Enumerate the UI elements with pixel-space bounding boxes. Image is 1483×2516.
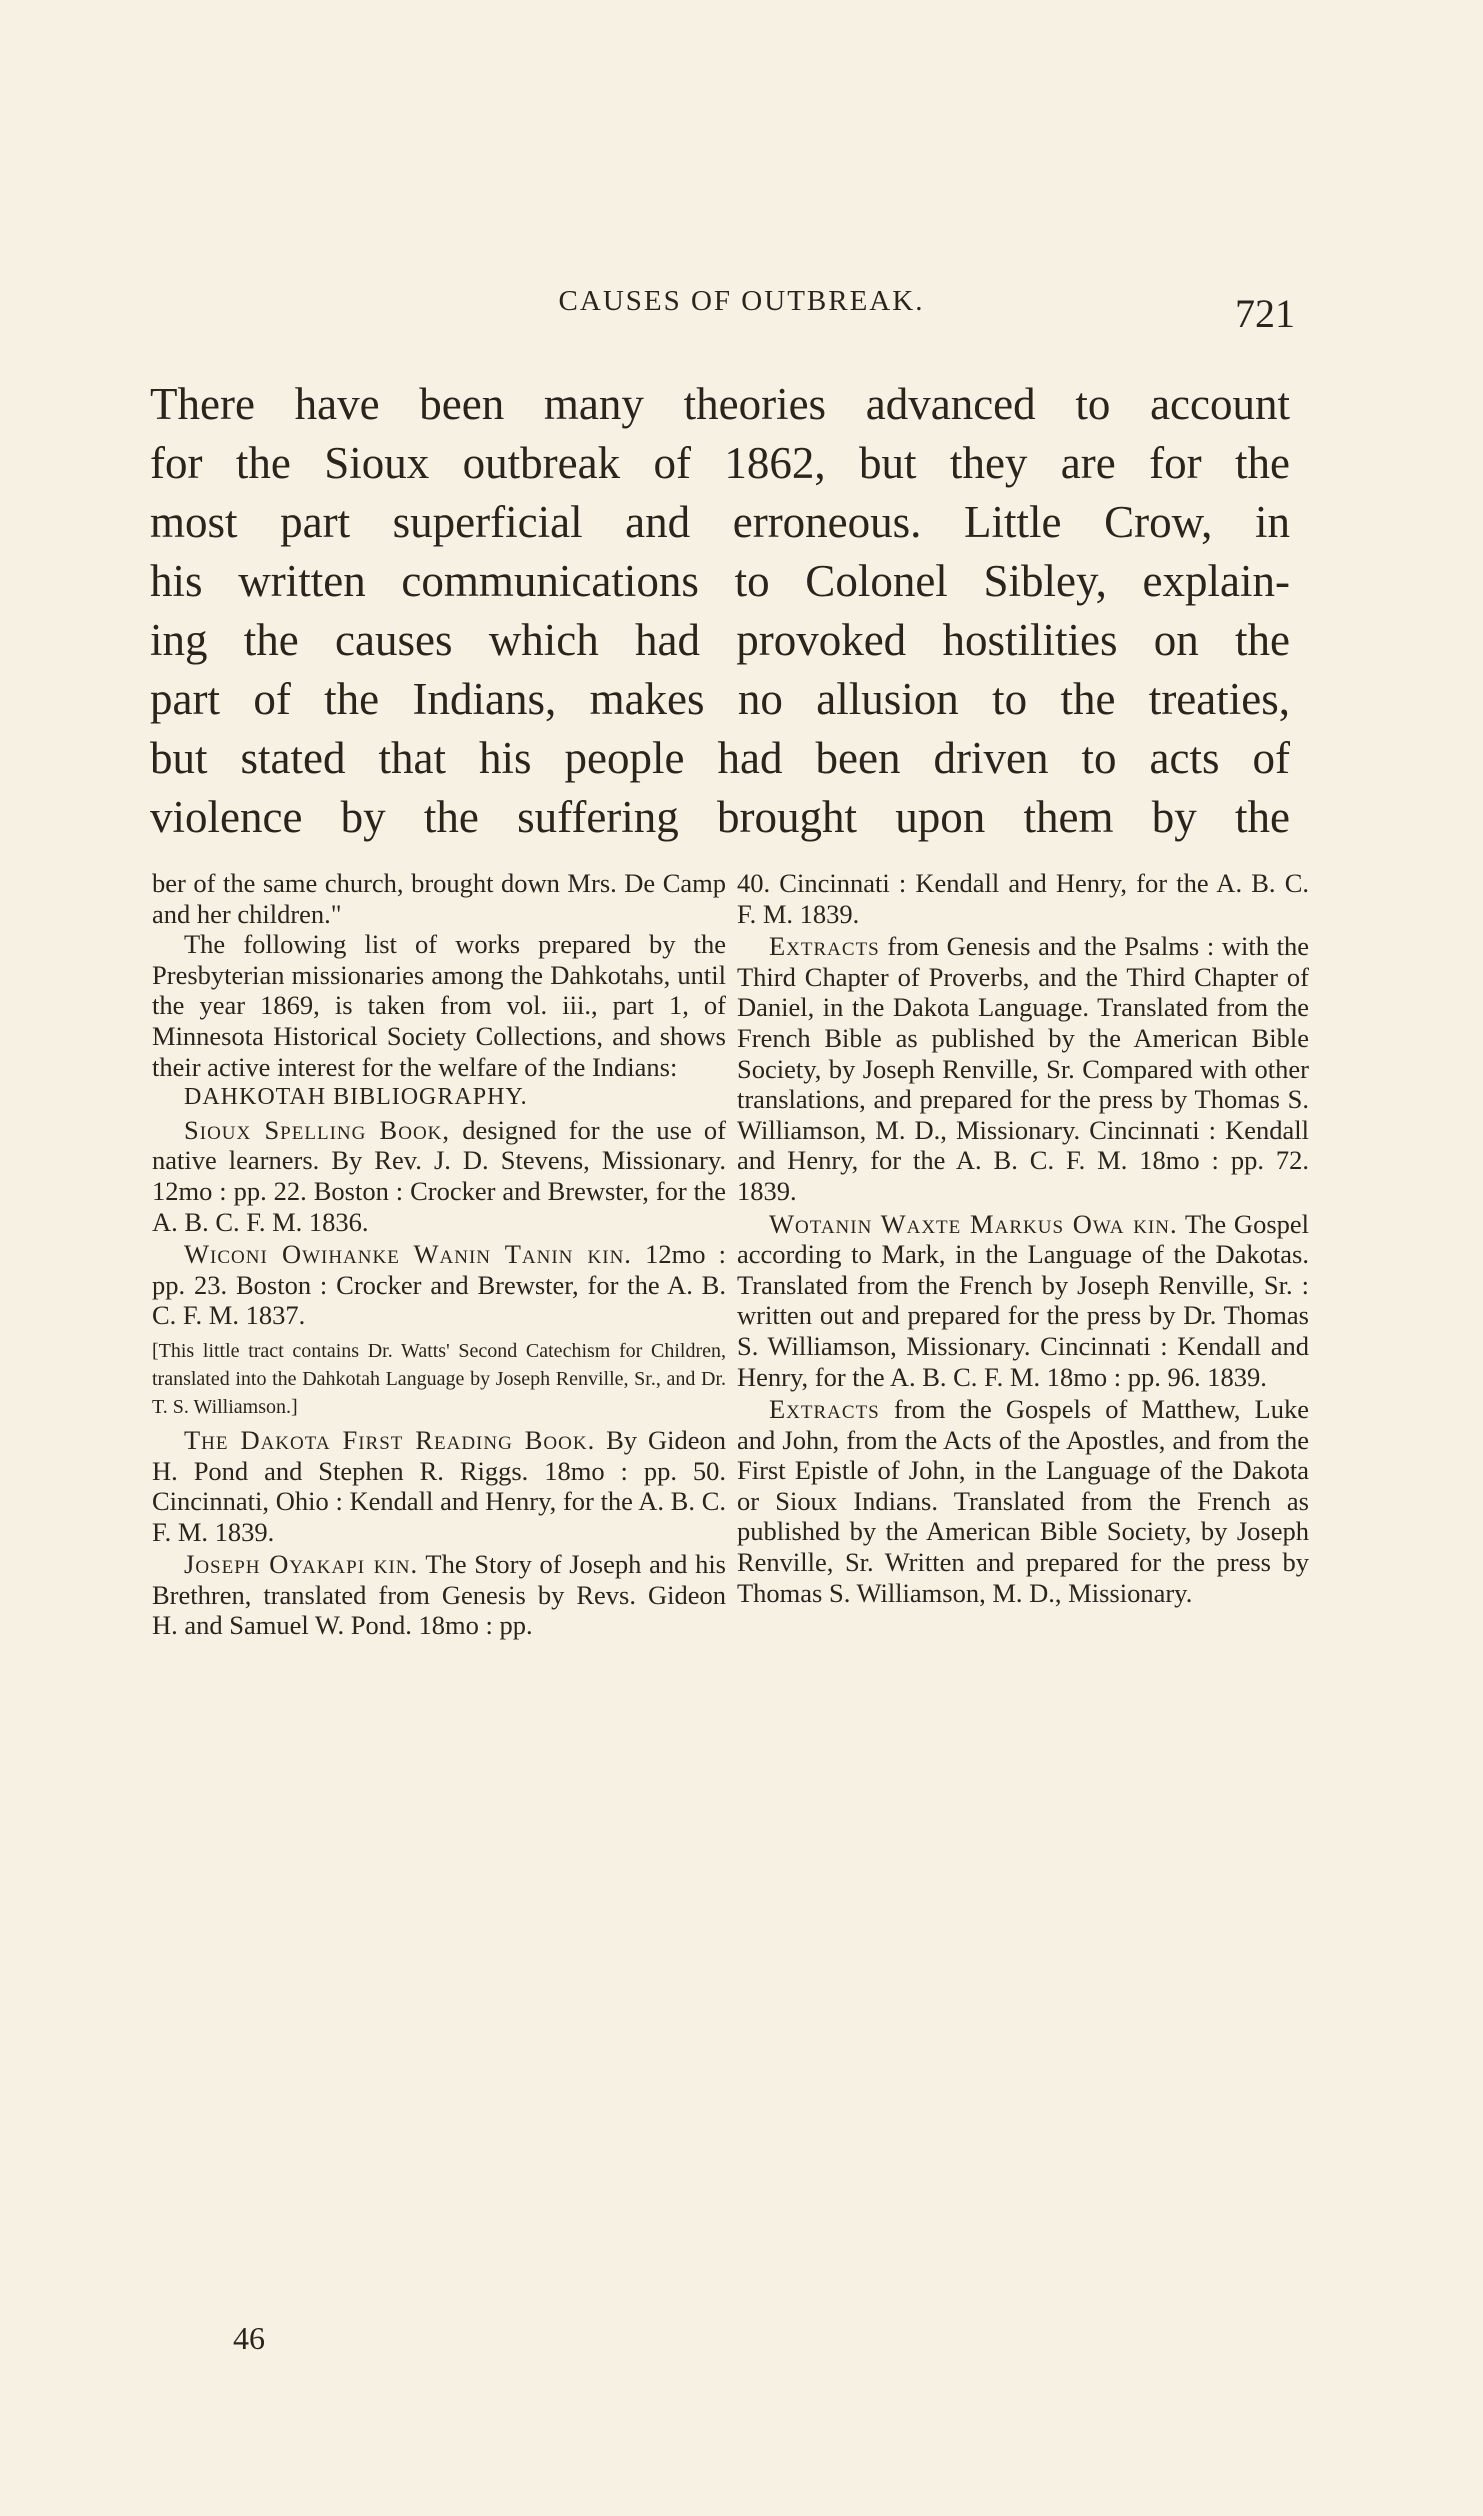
- entry-title: Wotanin Waxte Markus Owa kin.: [769, 1208, 1178, 1239]
- bibliography-entry: [152, 1115, 726, 1237]
- intro-line: for the Sioux outbreak of 1862, but they are for the: [150, 438, 1290, 488]
- running-head: CAUSES OF OUTBREAK.: [558, 285, 925, 317]
- continuation-paragraph: 40. Cincinnati : Kendall and Henry, for the A. B. C. F. M. 1839.: [737, 868, 1309, 929]
- entry-title: The Dakota First Reading Book.: [184, 1424, 596, 1455]
- intro-line: his written communications to Colonel Sibley, explain-: [150, 556, 1290, 606]
- intro-line: ing the causes which had provoked hostilities on the: [150, 615, 1290, 665]
- bibliography-heading: DAHKOTAH BIBLIOGRAPHY.: [184, 1084, 528, 1111]
- page-number: 721: [1235, 291, 1295, 336]
- bibliography-entry: [152, 1549, 726, 1641]
- intro-line: violence by the suffering brought upon them by the: [150, 792, 1290, 842]
- intro-line: There have been many theories advanced to account: [150, 379, 1290, 429]
- entry-text: 12mo : pp. 23. Boston : Crocker and Brewster, for the A. B. C. F. M. 1837.: [152, 1239, 726, 1331]
- bibliography-intro: The following list of works prepared by the Presbyterian missionaries among the Dahkotahs, until the year 1869, is taken from vol. iii., part 1, of Minnesota Historical Society Collections, and shows their active interest for the welfare of the Indians:: [152, 929, 726, 1082]
- entry-text: By Gideon H. Pond and Stephen R. Riggs. 18mo : pp. 50. Cincinnati, Ohio : Kendall and Henry, for the A. B. C. F. M. 1839.: [152, 1424, 726, 1547]
- entry-title: Extracts: [769, 1394, 880, 1425]
- bibliography-entry: [737, 1209, 1309, 1393]
- entry-title: Wiconi Owihanke Wanin Tanin kin.: [184, 1239, 632, 1270]
- left-column: [152, 868, 726, 1641]
- entry-text: The Story of Joseph and his Brethren, translated from Genesis by Revs. Gideon H. and Samuel W. Pond. 18mo : pp.: [152, 1549, 726, 1641]
- signature-mark: 46: [233, 2320, 265, 2356]
- entry-text: designed for the use of native learners. By Rev. J. D. Stevens, Missionary. 12mo : pp. 22. Boston : Crocker and Brewster, for the A. B. C. F. M. 1836.: [152, 1114, 726, 1237]
- bibliography-entry: [152, 1239, 726, 1331]
- entry-title: Joseph Oyakapi kin.: [184, 1549, 419, 1580]
- continuation-paragraph: ber of the same church, brought down Mrs. De Camp and her children.": [152, 868, 726, 929]
- entry-title: Sioux Spelling Book,: [184, 1114, 451, 1145]
- right-column: [737, 868, 1309, 1608]
- entry-text: The Gospel according to Mark, in the Language of the Dakotas. Translated from the French by Joseph Renville, Sr. : written out and prepared for the press by Dr. Thomas S. Williamson, Missionary. Cincinnati : Kendall and Henry, for the A. B. C. F. M. 18mo : pp. 96. 1839.: [737, 1208, 1310, 1392]
- bibliography-entry: [152, 1425, 726, 1547]
- entry-text: from Genesis and the Psalms : with the Third Chapter of Proverbs, and the Third Chapter of Daniel, in the Dakota Language. Translated from the French Bible as published by the American Bible Society, by Joseph Renville, Sr. Compared with other translations, and prepared for the press by Thomas S. Williamson, M. D., Missionary. Cincinnati : Kendall and Henry, for the A. B. C. F. M. 18mo : pp. 72. 1839.: [737, 931, 1309, 1206]
- bibliography-entry: [737, 931, 1309, 1206]
- intro-line: but stated that his people had been driven to acts of: [150, 733, 1290, 783]
- bibliography-entry: [737, 1394, 1309, 1608]
- bibliography-note: [This little tract contains Dr. Watts' Second Catechism for Children, translated into the Dahkotah Language by Joseph Renville, Sr., and Dr. T. S. Williamson.]: [152, 1339, 726, 1418]
- intro-paragraph: [150, 375, 1290, 847]
- intro-line: part of the Indians, makes no allusion to the treaties,: [150, 674, 1290, 724]
- entry-title: Extracts: [769, 931, 880, 962]
- intro-line: most part superficial and erroneous. Little Crow, in: [150, 497, 1290, 547]
- entry-text: from the Gospels of Matthew, Luke and John, from the Acts of the Apostles, and from the First Epistle of John, in the Language of the Dakota or Sioux Indians. Translated from the French as published by the American Bible Society, by Joseph Renville, Sr. Written and prepared for the press by Thomas S. Williamson, M. D., Missionary.: [737, 1394, 1309, 1608]
